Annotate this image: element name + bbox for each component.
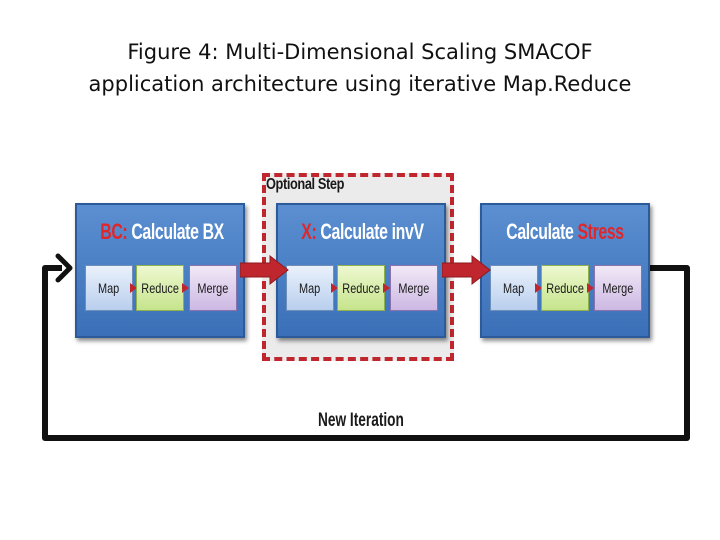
stage-bc-calculate-bx	[75, 203, 245, 338]
stage-title	[100, 219, 224, 245]
stage-connector-arrow-icon	[442, 255, 492, 285]
merge-box	[390, 265, 438, 311]
map-box	[286, 265, 334, 311]
merge-box	[189, 265, 237, 311]
merge-label: Merge	[602, 280, 634, 296]
reduce-box	[136, 265, 184, 311]
reduce-box	[337, 265, 385, 311]
new-iteration-label: New Iteration	[318, 410, 404, 431]
stage-name: Calculate	[506, 219, 578, 244]
map-box	[85, 265, 133, 311]
map-label: Map	[299, 280, 321, 296]
stage-x-calculate-invv	[276, 203, 446, 338]
merge-box	[594, 265, 642, 311]
merge-label: Merge	[197, 280, 229, 296]
stage-connector-arrow-icon	[240, 255, 290, 285]
merge-label: Merge	[398, 280, 430, 296]
title-line-2: application architecture using iterative Map.Reduce	[88, 72, 632, 96]
map-label: Map	[98, 280, 120, 296]
stage-prefix: X:	[301, 219, 321, 244]
stage-suffix: Stress	[577, 219, 624, 244]
reduce-box	[541, 265, 589, 311]
stage-title	[301, 219, 424, 245]
stage-prefix: BC:	[100, 219, 132, 244]
map-label: Map	[503, 280, 525, 296]
reduce-label: Reduce	[141, 280, 179, 296]
stage-title	[505, 219, 625, 245]
optional-step-label: Optional Step	[266, 176, 344, 193]
reduce-label: Reduce	[342, 280, 380, 296]
map-box	[490, 265, 538, 311]
stage-name: Calculate invV	[320, 219, 424, 244]
title-line-1: Figure 4: Multi-Dimensional Scaling SMACOF	[127, 40, 593, 64]
stage-calculate-stress	[480, 203, 650, 338]
stage-name: Calculate BX	[131, 219, 224, 244]
reduce-label: Reduce	[546, 280, 584, 296]
